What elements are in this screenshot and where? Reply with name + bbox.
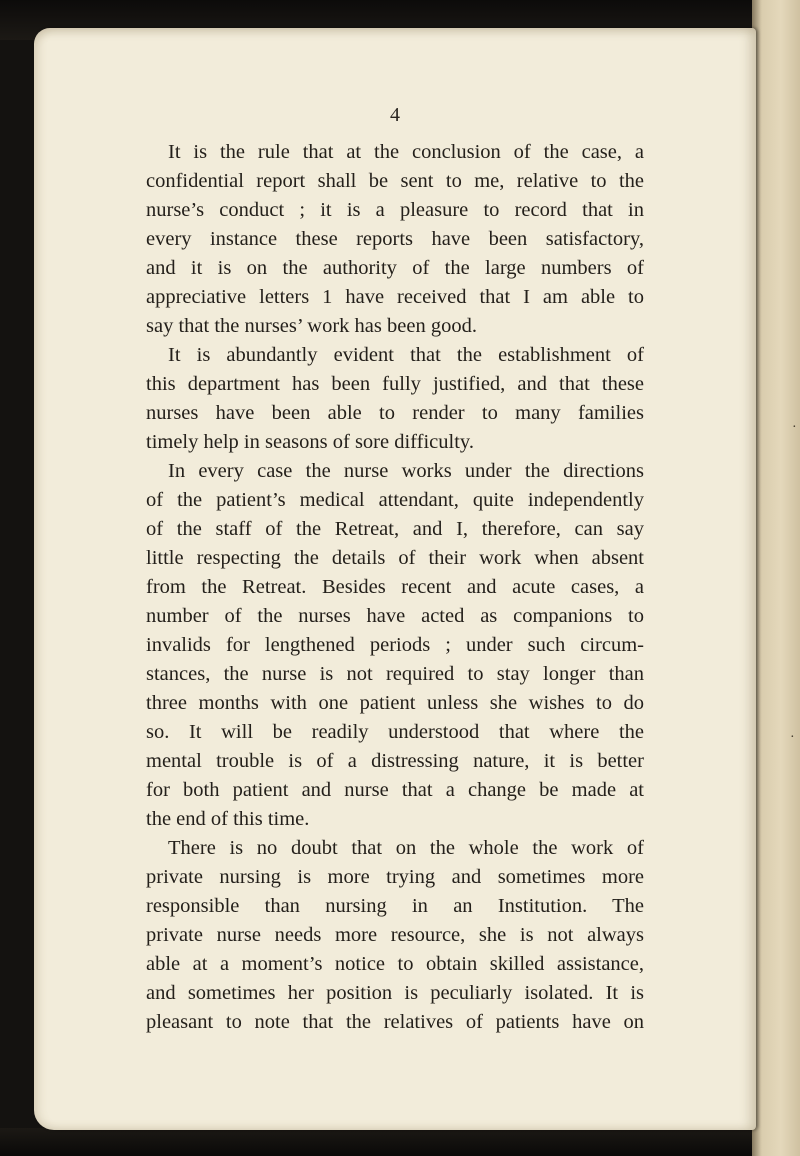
- text-line: three months with one patient unless she wishes to do: [146, 692, 644, 714]
- text-line: nurse’s conduct ; it is a pleasure to record that in: [146, 199, 644, 221]
- edge-mark: ·: [792, 420, 797, 435]
- text-line: private nursing is more trying and sometimes more: [146, 866, 644, 888]
- text-line: say that the nurses’ work has been good.: [146, 315, 477, 337]
- text-line: mental trouble is of a distressing nature, it is better: [146, 750, 644, 772]
- text-line: invalids for lengthened periods ; under such circum-: [146, 634, 644, 656]
- text-line: able at a moment’s notice to obtain skilled assistance,: [146, 953, 644, 975]
- page-number: 4: [390, 104, 400, 126]
- text-line: timely help in seasons of sore difficulty.: [146, 431, 474, 453]
- text-line: from the Retreat. Besides recent and acute cases, a: [146, 576, 644, 598]
- text-line: It is abundantly evident that the establishment of: [168, 344, 644, 366]
- background-bottom: [0, 1128, 800, 1156]
- text-line: for both patient and nurse that a change be made at: [146, 779, 644, 801]
- text-line: the end of this time.: [146, 808, 310, 830]
- text-line: little respecting the details of their work when absent: [146, 547, 644, 569]
- text-line: stances, the nurse is not required to stay longer than: [146, 663, 644, 685]
- text-line: this department has been fully justified, and that these: [146, 373, 644, 395]
- text-line: and sometimes her position is peculiarly isolated. It is: [146, 982, 644, 1004]
- text-line: number of the nurses have acted as companions to: [146, 605, 644, 627]
- text-line: of the staff of the Retreat, and I, therefore, can say: [146, 518, 644, 540]
- adjacent-page-edge: [752, 0, 800, 1156]
- text-line: and it is on the authority of the large numbers of: [146, 257, 644, 279]
- text-line: responsible than nursing in an Institution. The: [146, 895, 644, 917]
- text-line: pleasant to note that the relatives of patients have on: [146, 1011, 644, 1033]
- text-line: every instance these reports have been satisfactory,: [146, 228, 644, 250]
- body-text: [146, 138, 644, 1037]
- text-line: nurses have been able to render to many families: [146, 402, 644, 424]
- text-line: appreciative letters 1 have received that I am able to: [146, 286, 644, 308]
- text-line: private nurse needs more resource, she is not always: [146, 924, 644, 946]
- text-line: of the patient’s medical attendant, quite independently: [146, 489, 644, 511]
- text-line: There is no doubt that on the whole the work of: [168, 837, 644, 859]
- text-line: In every case the nurse works under the directions: [168, 460, 644, 482]
- text-line: confidential report shall be sent to me, relative to the: [146, 170, 644, 192]
- text-line: so. It will be readily understood that where the: [146, 721, 644, 743]
- text-line: It is the rule that at the conclusion of the case, a: [168, 141, 644, 163]
- edge-mark: ·: [790, 730, 795, 745]
